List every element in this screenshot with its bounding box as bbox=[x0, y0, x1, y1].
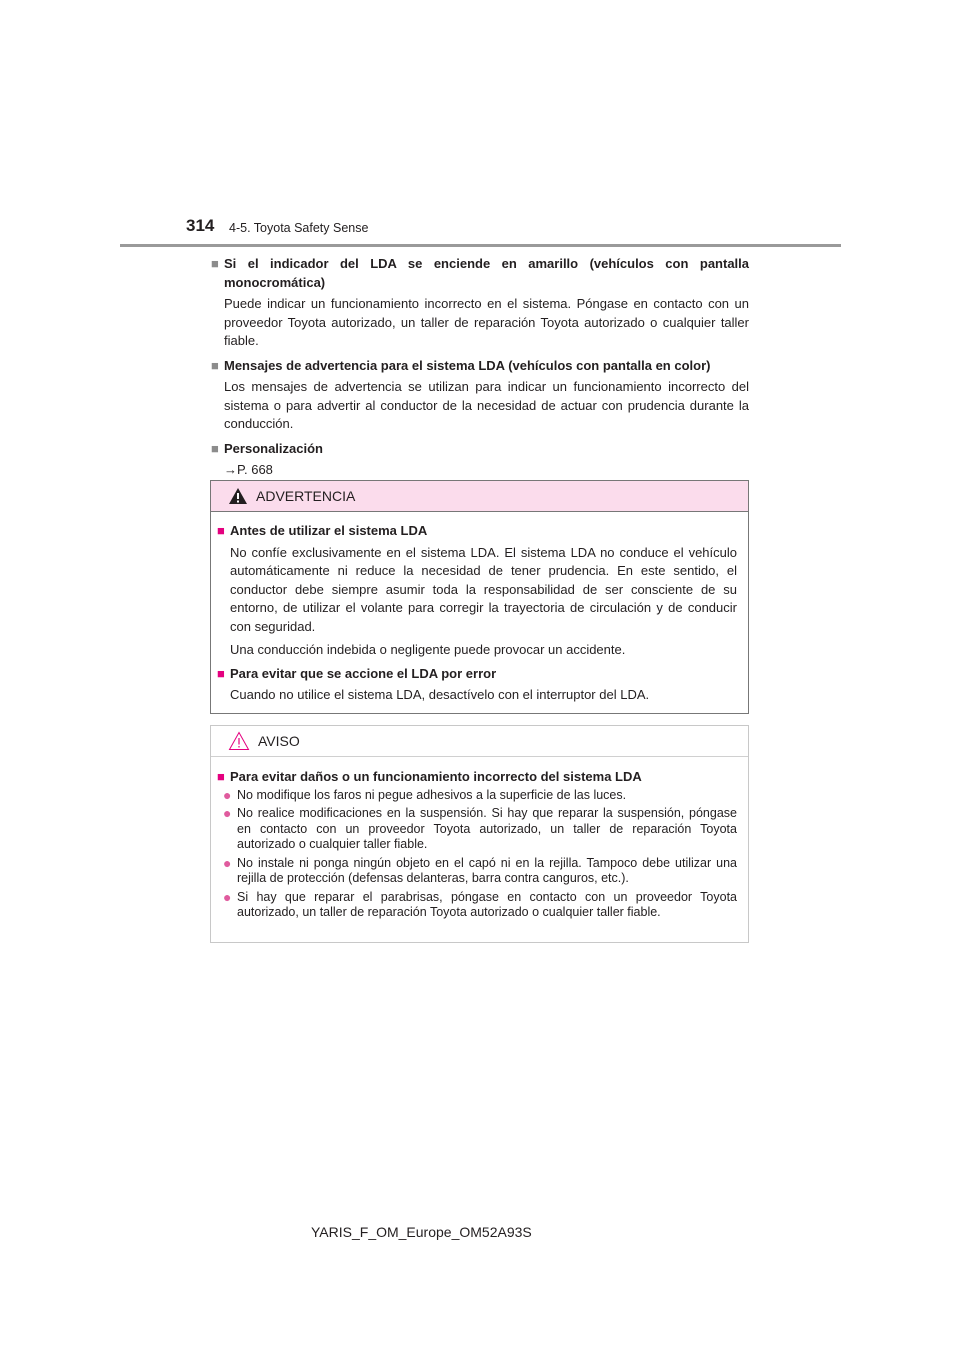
item-heading: Mensajes de advertencia para el sistema LDA (vehículos con pantalla en color) bbox=[224, 357, 711, 373]
square-bullet-icon: ■ bbox=[217, 769, 225, 784]
warning-heading: Para evitar que se accione el LDA por error bbox=[230, 665, 497, 681]
item-body: Puede indicar un funcionamiento incorrecto en el sistema. Póngase en contacto con un proveedor Toyota autorizado, un taller de reparación Toyota autorizado o cualquier taller fiable. bbox=[224, 296, 749, 348]
notice-title: AVISO bbox=[258, 733, 300, 749]
circle-bullet-icon: ● bbox=[223, 854, 232, 871]
square-bullet-icon: ■ bbox=[211, 357, 219, 373]
circle-bullet-icon: ● bbox=[223, 786, 232, 803]
notice-bullet: ● No instale ni ponga ningún objeto en el capó ni en la rejilla. Tampoco debe utilizar una rejilla de protección (defensas delanteras, barra contra canguros, etc.). bbox=[217, 856, 737, 887]
warning-paragraph: No confíe exclusivamente en el sistema LDA. El sistema LDA no conduce el vehículo automáticamente ni reduce la necesidad de tener prudencia. En este sentido, el conductor debe siempre asumir toda la responsabilidad de ser consciente de su entorno, de utilizar el volante para corregir la trayectoria de circulación y de conducir con seguridad. bbox=[230, 544, 737, 634]
notice-bullet: ● Si hay que reparar el parabrisas, póngase en contacto con un proveedor Toyota autorizado, un taller de reparación Toyota autorizado o cualquier taller fiable. bbox=[217, 890, 737, 921]
arrow-right-icon: → bbox=[224, 462, 237, 477]
notice-bullet: ● No realice modificaciones en la suspensión. Si hay que reparar la suspensión, póngase en contacto con un proveedor Toyota autorizado, un taller de reparación Toyota autorizado o cualquier taller fiable. bbox=[217, 806, 737, 853]
warning-paragraph: Cuando no utilice el sistema LDA, desactívelo con el interruptor del LDA. bbox=[230, 687, 650, 702]
item-heading: Si el indicador del LDA se enciende en amarillo (vehículos con pantalla monocromática) bbox=[224, 256, 749, 290]
warning-paragraph: Una conducción indebida o negligente puede provocar un accidente. bbox=[230, 642, 626, 657]
circle-bullet-icon: ● bbox=[223, 888, 232, 905]
notice-box bbox=[210, 725, 749, 943]
square-bullet-icon: ■ bbox=[217, 523, 225, 538]
page-number: 314 bbox=[186, 216, 215, 235]
item-heading: Personalización bbox=[224, 440, 323, 456]
info-item-personalization bbox=[211, 440, 749, 480]
section-title: 4-5. Toyota Safety Sense bbox=[229, 221, 369, 235]
warning-heading: Antes de utilizar el sistema LDA bbox=[230, 523, 428, 538]
page-reference-link[interactable] bbox=[211, 461, 749, 480]
square-bullet-icon: ■ bbox=[211, 256, 219, 271]
warning-box bbox=[210, 480, 749, 714]
warning-header bbox=[211, 481, 748, 512]
circle-bullet-icon: ● bbox=[223, 805, 232, 821]
warning-triangle-icon bbox=[228, 487, 248, 505]
page-reference-text: P. 668 bbox=[237, 462, 273, 477]
main-content bbox=[211, 255, 749, 486]
document-code: YARIS_F_OM_Europe_OM52A93S bbox=[311, 1224, 532, 1240]
square-bullet-icon: ■ bbox=[217, 665, 225, 681]
warning-title: ADVERTENCIA bbox=[256, 488, 356, 504]
notice-heading: Para evitar daños o un funcionamiento incorrecto del sistema LDA bbox=[230, 769, 642, 784]
notice-header bbox=[211, 726, 748, 757]
info-item-messages bbox=[211, 357, 749, 434]
notice-bullet: ● No modifique los faros ni pegue adhesivos a la superficie de las luces. bbox=[217, 788, 737, 804]
square-bullet-icon: ■ bbox=[211, 440, 219, 456]
info-item-indicator bbox=[211, 255, 749, 351]
header-divider bbox=[120, 244, 841, 247]
item-body: Los mensajes de advertencia se utilizan para indicar un funcionamiento incorrecto del sistema o para advertir al conductor de la necesidad de actuar con prudencia durante la conducción. bbox=[224, 379, 749, 431]
caution-triangle-icon bbox=[228, 731, 250, 751]
